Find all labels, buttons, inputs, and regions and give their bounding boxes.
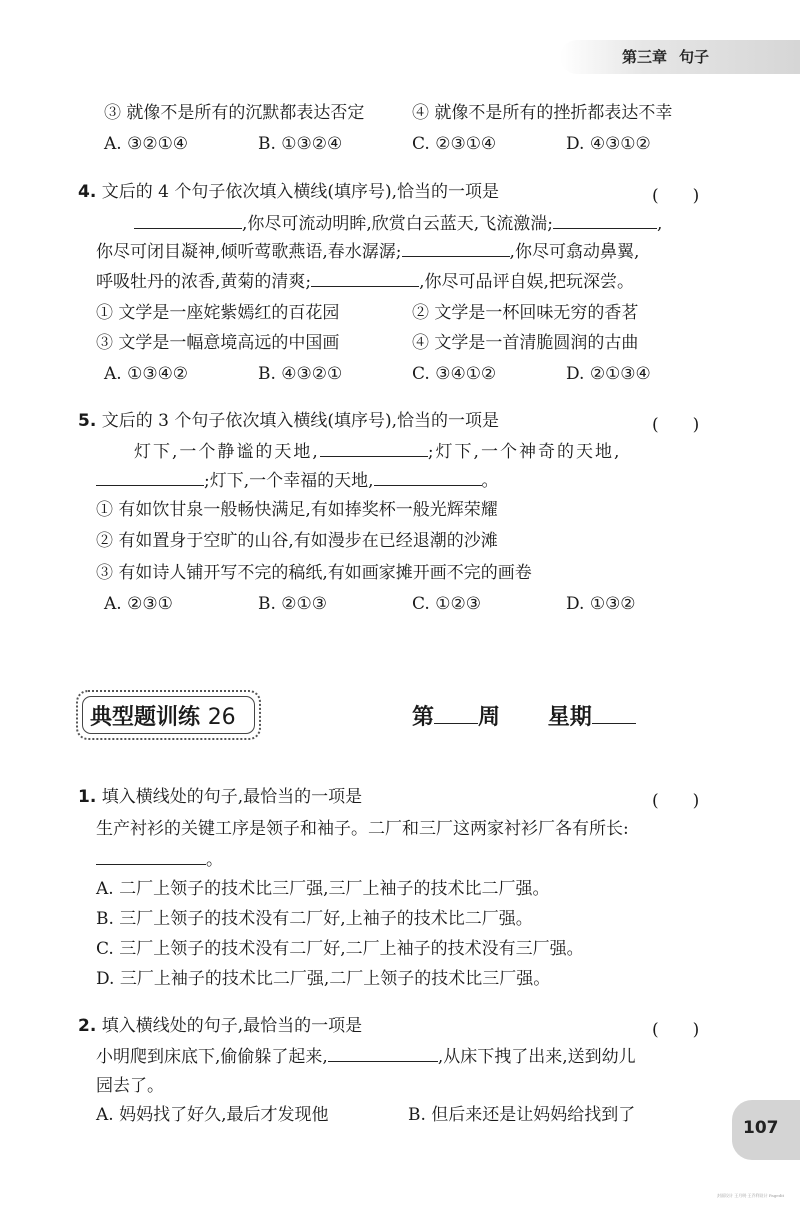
q4-choice-b: B. ④③②① <box>258 364 343 384</box>
question-text: 文后的 4 个句子依次填入横线(填序号),恰当的一项是 <box>101 182 499 202</box>
p2-passage-line-1 <box>96 1045 636 1068</box>
weekday-blank <box>592 703 636 724</box>
prev-option-4: ④ 就像不是所有的挫折都表达不幸 <box>412 103 673 123</box>
p1-option-d: D. 三厂上袖子的技术比二厂强,二厂上领子的技术比三厂强。 <box>96 969 551 989</box>
passage-text: 。 <box>206 850 223 870</box>
passage-text: ;灯下,一个神奇的天地, <box>427 442 622 462</box>
question-5-stem <box>78 410 499 432</box>
q5-passage-line-2 <box>96 469 499 492</box>
weekday-label: 星期 <box>547 704 592 730</box>
fill-blank <box>134 212 242 229</box>
passage-text: ,从床下拽了出来,送到幼儿 <box>437 1047 636 1067</box>
fill-blank <box>402 240 510 257</box>
p1-option-c: C. 三厂上领子的技术没有二厂好,二厂上袖子的技术没有三厂强。 <box>96 939 584 959</box>
passage-text: , <box>656 214 663 234</box>
q5-choice-a: A. ②③① <box>104 594 173 614</box>
question-number: 1. <box>78 787 97 807</box>
prev-option-3: ③ 就像不是所有的沉默都表达否定 <box>104 103 365 123</box>
question-text: 填入横线处的句子,最恰当的一项是 <box>101 1016 363 1036</box>
prev-choice-d: D. ④③①② <box>566 134 651 154</box>
passage-text: ,你尽可流动明眸,欣赏白云蓝天,飞流激湍; <box>242 214 553 234</box>
q4-option-4: ④ 文学是一首清脆圆润的古曲 <box>412 333 639 353</box>
week-label: 周 <box>478 704 501 730</box>
passage-text: ;灯下,一个幸福的天地, <box>204 471 374 491</box>
fill-blank <box>553 212 657 229</box>
q5-option-3: ③ 有如诗人铺开写不完的稿纸,有如画家摊开画不完的画卷 <box>96 563 532 583</box>
section-title-text: 典型题训练 <box>90 705 201 730</box>
passage-text: 小明爬到床底下,偷偷躲了起来, <box>96 1047 328 1067</box>
q4-choice-a: A. ①③④② <box>104 364 189 384</box>
question-number: 2. <box>78 1016 97 1036</box>
fill-blank <box>311 270 419 287</box>
p1-context-blank-line <box>96 848 223 871</box>
section-number: 26 <box>207 705 236 730</box>
q4-choice-d: D. ②①③④ <box>566 364 651 384</box>
page-number: 107 <box>743 1118 779 1138</box>
q5-choice-b: B. ②①③ <box>258 594 328 614</box>
passage-text: 你尽可闭目凝神,倾听莺歌燕语,春水潺潺; <box>96 242 402 262</box>
prev-choice-b: B. ①③②④ <box>258 134 343 154</box>
chapter-header <box>622 46 721 67</box>
section-label: 句子 <box>679 48 710 66</box>
question-text: 填入横线处的句子,最恰当的一项是 <box>101 787 363 807</box>
section-title <box>90 700 236 731</box>
answer-bracket: ( ) <box>652 1020 700 1040</box>
fill-blank <box>320 440 428 457</box>
fill-blank <box>96 469 204 486</box>
q5-choice-d: D. ①③② <box>566 594 636 614</box>
answer-bracket: ( ) <box>652 791 700 811</box>
passage-text: 。 <box>481 471 499 491</box>
answer-bracket: ( ) <box>652 186 700 206</box>
passage-text: ,你尽可翕动鼻翼, <box>509 242 640 262</box>
week-date-line <box>412 700 636 731</box>
passage-text: ,你尽可品评自娱,把玩深尝。 <box>419 272 634 292</box>
fill-blank <box>374 469 482 486</box>
week-blank <box>434 703 478 724</box>
q5-choice-c: C. ①②③ <box>412 594 481 614</box>
q4-passage-line-3 <box>96 270 634 293</box>
prev-choice-c: C. ②③①④ <box>412 134 497 154</box>
q4-option-1: ① 文学是一座姹紫嫣红的百花园 <box>96 303 340 323</box>
q5-option-2: ② 有如置身于空旷的山谷,有如漫步在已经退潮的沙滩 <box>96 531 498 551</box>
problem-1-stem <box>78 786 362 808</box>
fill-blank <box>328 1045 438 1062</box>
p1-option-b: B. 三厂上领子的技术没有二厂好,上袖子的技术比二厂强。 <box>96 909 533 929</box>
problem-2-stem <box>78 1015 362 1037</box>
q4-choice-c: C. ③④①② <box>412 364 497 384</box>
question-text: 文后的 3 个句子依次填入横线(填序号),恰当的一项是 <box>101 411 499 431</box>
footer-note: 封面设计 王月明·王乔利设计 Pagedit <box>717 1193 785 1198</box>
question-4-stem <box>78 181 499 203</box>
q4-option-2: ② 文学是一杯回味无穷的香茗 <box>412 303 639 323</box>
p1-context: 生产衬衫的关键工序是领子和袖子。二厂和三厂这两家衬衫厂各有所长: <box>96 819 629 839</box>
q4-option-3: ③ 文学是一幅意境高远的中国画 <box>96 333 340 353</box>
passage-text: 呼吸牡丹的浓香,黄菊的清爽; <box>96 272 312 292</box>
q4-passage-line-2 <box>96 240 639 263</box>
week-prefix: 第 <box>412 704 435 730</box>
q4-passage-line-1 <box>134 212 662 235</box>
question-number: 4. <box>78 182 97 202</box>
p2-option-a: A. 妈妈找了好久,最后才发现他 <box>96 1105 329 1125</box>
passage-text: 灯下,一个静谧的天地, <box>134 442 320 462</box>
q5-passage-line-1 <box>134 440 621 463</box>
prev-choice-a: A. ③②①④ <box>104 134 189 154</box>
p1-option-a: A. 二厂上领子的技术比三厂强,三厂上袖子的技术比二厂强。 <box>96 879 550 899</box>
question-number: 5. <box>78 411 97 431</box>
chapter-label: 第三章 <box>622 48 668 66</box>
q5-option-1: ① 有如饮甘泉一般畅快满足,有如捧奖杯一般光辉荣耀 <box>96 500 498 520</box>
fill-blank <box>96 848 206 865</box>
p2-passage-line-2: 园去了。 <box>96 1076 164 1096</box>
answer-bracket: ( ) <box>652 415 700 435</box>
p2-option-b: B. 但后来还是让妈妈给找到了 <box>408 1105 636 1125</box>
